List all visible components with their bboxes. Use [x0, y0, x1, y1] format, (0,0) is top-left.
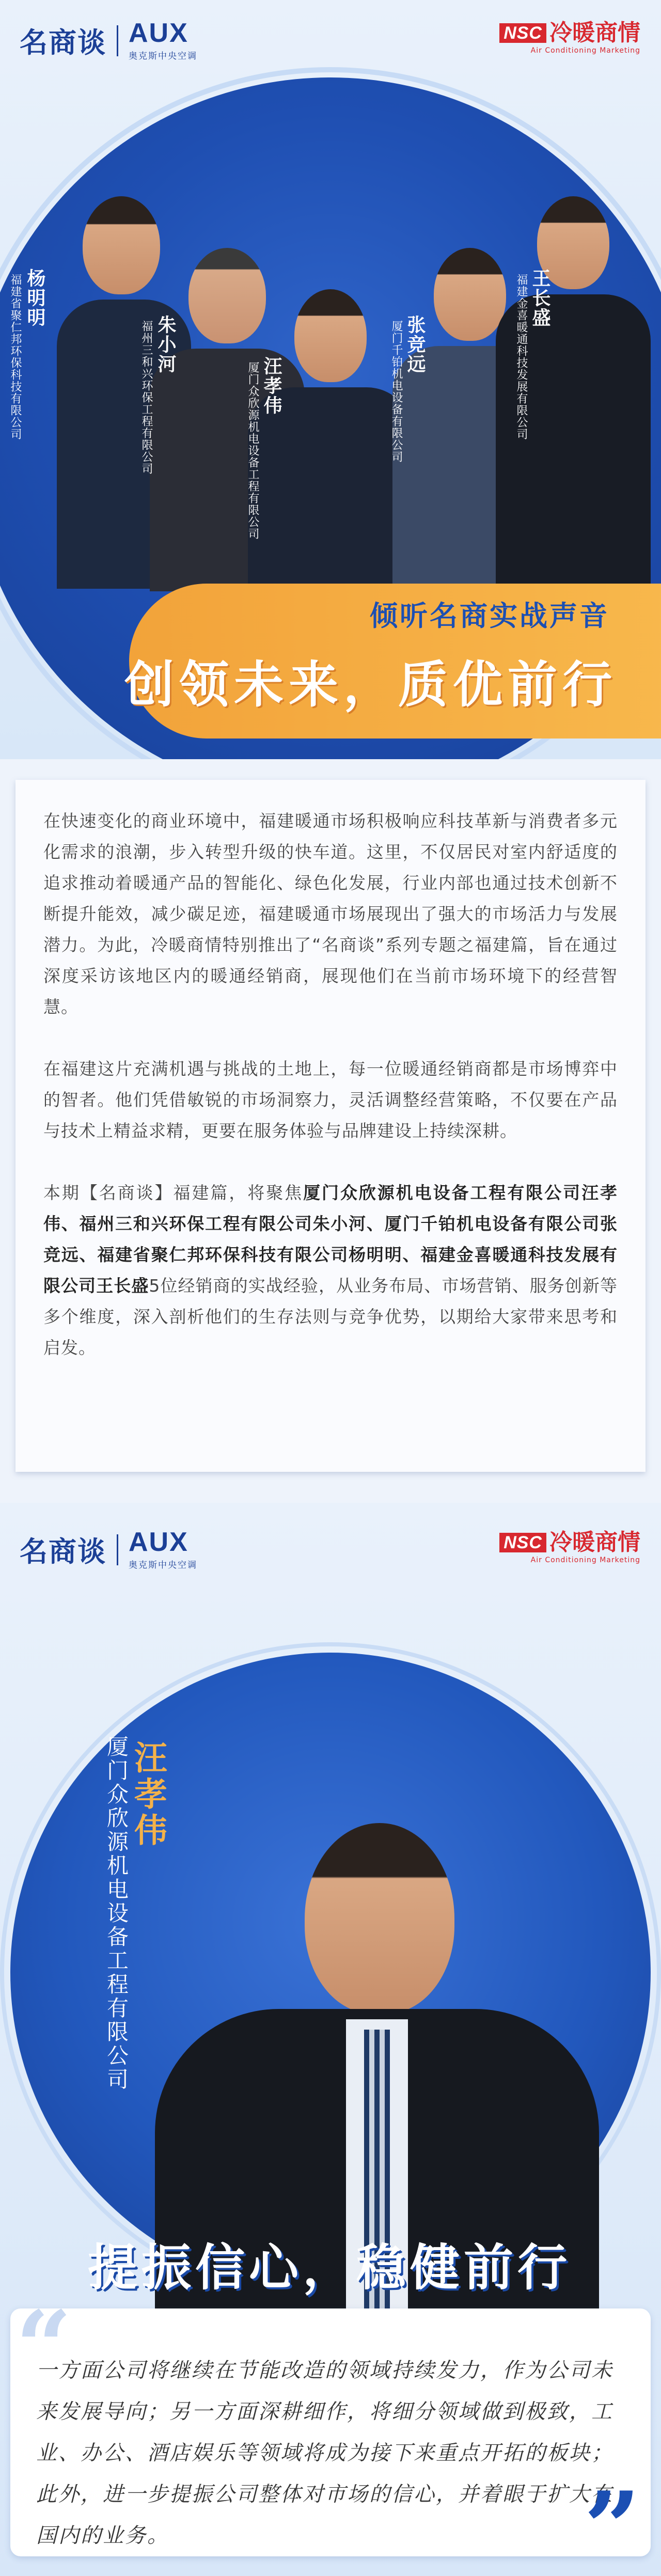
- nsc-logo-block-2: [499, 1531, 640, 1564]
- company-zhu: 福州三和兴环保工程有限公司: [140, 320, 153, 475]
- intro-p3-lead: 本期【名商谈】福建篇，将聚焦: [43, 1183, 304, 1203]
- name-yang: 杨明明: [24, 269, 45, 327]
- feature-name: 汪孝伟: [129, 1740, 167, 1849]
- mingshang-logo: 名商谈: [20, 26, 106, 59]
- name-wang-changsheng: 王长盛: [529, 269, 550, 327]
- name-zhang: 张竞远: [404, 315, 426, 374]
- nsc-english-2: Air Conditioning Marketing: [530, 1556, 640, 1564]
- brand-left: [20, 20, 197, 61]
- brand-divider: [117, 25, 118, 56]
- mingshang-logo-2: 名商谈: [20, 1535, 106, 1568]
- header-bar-2: [0, 1503, 661, 1580]
- nsc-name: 冷暖商情: [549, 20, 640, 46]
- aux-logo-2: AUX: [129, 1527, 188, 1557]
- slogan-main: 创领未来，质优前行: [124, 656, 617, 714]
- feature-quote: 一方面公司将继续在节能改造的领域持续发力，作为公司未来发展导向；另一方面深耕细作，将细分领域做到极致，工业、办公、酒店娱乐等领域将成为接下来重点开拓的板块；此外，进一步提振公司整体对市场的信心，并着眼于扩大在国内的业务。: [36, 2359, 613, 2548]
- quote-close-mark: ”: [584, 2470, 640, 2576]
- nsc-logo-block: [499, 22, 640, 55]
- intro-card: [15, 780, 646, 1472]
- aux-subtitle-2: 奥克斯中央空调: [129, 1560, 197, 1570]
- aux-logo-block-2: [129, 1529, 197, 1570]
- name-wang-xiaowei: 汪孝伟: [261, 356, 282, 415]
- feature-headline: 提振信心，稳健前行: [88, 2239, 571, 2297]
- intro-paragraph-1: 在快速变化的商业环境中，福建暖通市场积极响应科技革新与消费者多元化需求的浪潮，步入转型升级的快车道。这里，不仅居民对室内舒适度的追求推动着暖通产品的智能化、绿色化发展，行业内部也通过技术创新不断提升能效，减少碳足迹，福建暖通市场展现出了强大的市场活力与发展潜力。为此，冷暖商情特别推出了“名商谈”系列专题之福建篇，旨在通过深度采访该地区内的暖通经销商，展现他们在当前市场环境下的经营智慧。: [43, 811, 618, 1017]
- slogan-subtitle: 倾听名商实战声音: [370, 600, 609, 632]
- aux-logo: AUX: [129, 18, 188, 48]
- intro-paragraph-2: 在福建这片充满机遇与挑战的土地上，每一位暖通经销商都是市场博弈中的智者。他们凭借敏锐的市场洞察力，灵活调整经营策略，不仅要在产品与技术上精益求精，更要在服务体验与品牌建设上持续深耕。: [43, 1059, 618, 1141]
- nsc-name-2: 冷暖商情: [549, 1529, 640, 1556]
- intro-p3-names: 厦门众欣源机电设备工程有限公司汪孝伟、福州三和兴环保工程有限公司朱小河、厦门千铂机电设备有限公司张竞远、福建省聚仁邦环保科技有限公司杨明明、福建金喜暖通科技发展有限公司王长盛: [43, 1183, 618, 1296]
- nsc-logo: NSC: [499, 23, 546, 43]
- brand-divider-2: [117, 1534, 118, 1565]
- nsc-english: Air Conditioning Marketing: [530, 46, 640, 55]
- banner-wang-feature: [0, 1503, 661, 2576]
- intro-p3-tail: 5位经销商的实战经验，从业务布局、市场营销、服务创新等多个维度，深入剖析他们的生存法则与竞争优势，以期给大家带来思考和启发。: [43, 1276, 618, 1358]
- nsc-logo-2: NSC: [499, 1533, 546, 1552]
- company-wang-changsheng: 福建金喜暖通科技发展有限公司: [515, 274, 528, 440]
- aux-subtitle: 奥克斯中央空调: [129, 51, 197, 61]
- company-yang: 福建省聚仁邦环保科技有限公司: [9, 274, 22, 440]
- intro-section: [0, 759, 661, 1503]
- header-bar: [0, 0, 661, 77]
- company-zhang: 厦门千铂机电设备有限公司: [390, 320, 403, 463]
- intro-paragraph-3: [43, 1177, 618, 1363]
- brand-left-2: [20, 1529, 197, 1570]
- company-wang-xiaowei: 厦门众欣源机电设备工程有限公司: [246, 362, 259, 540]
- aux-logo-block: [129, 20, 197, 61]
- quote-open-mark: “: [15, 2289, 72, 2405]
- name-zhu: 朱小河: [155, 315, 176, 374]
- banner-group-portrait: [0, 0, 661, 759]
- feature-company: 厦门众欣源机电设备工程有限公司: [104, 1735, 129, 2092]
